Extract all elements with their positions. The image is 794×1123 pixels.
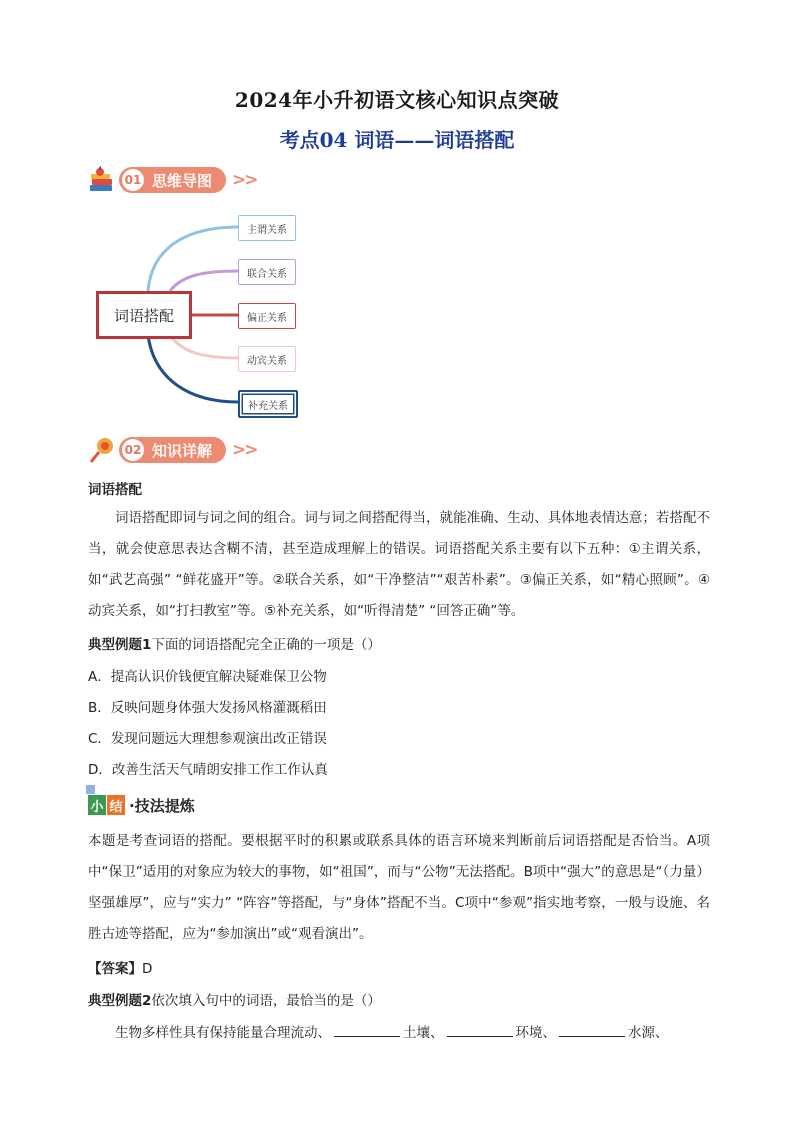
example-1-option-a: A．提高认识价钱便宜解决疑难保卫公物 (88, 669, 327, 685)
example-1-text: 下面的词语搭配完全正确的一项是（） (151, 637, 381, 653)
mind-map-leaf-complement: 补充关系 (238, 390, 298, 418)
double-chevron-icon: >> (232, 440, 257, 460)
fill-blank-3[interactable] (559, 1020, 625, 1037)
summary-box-1: 小 (88, 795, 106, 815)
example-2-sentence (115, 1020, 669, 1041)
example-2-label: 典型例题2 (88, 993, 152, 1009)
document-title: 2024年小升初语文核心知识点突破 (234, 88, 560, 112)
sentence-part-2: 土壤、 (403, 1025, 444, 1041)
section-label: 知识详解 (152, 441, 213, 460)
section-number: 01 (122, 169, 144, 191)
summary-box-2: 结 (107, 795, 125, 815)
double-chevron-icon: >> (232, 170, 257, 190)
mind-map-leaf-subject-predicate: 主谓关系 (238, 215, 296, 241)
section-pill (119, 437, 226, 463)
summary-text: 本题是考查词语的搭配。要根据平时的积累或联系具体的语言环境来判断前后词语搭配是否恰当。A项中“保卫”适用的对象应为较大的事物，如“祖国”，而与“公物”无法搭配。B项中“强大”的意思是“（力量）坚强雄厚”，应与“实力” “阵容”等搭配，与“身体”搭配不当。C项中“参观”指实地考察，一般与设施、名胜古迹等搭配，应为“参加演出”或“观看演出”。 (88, 833, 710, 942)
mind-map-root: 词语搭配 (96, 291, 192, 339)
mind-map-leaf-verb-object: 动宾关系 (238, 346, 296, 372)
answer-label: 【答案】 (88, 961, 142, 977)
section-number: 02 (122, 439, 144, 461)
section-banner-mindmap (88, 163, 257, 197)
fill-blank-1[interactable] (334, 1020, 400, 1037)
example-1-option-b: B．反映问题身体强大发扬风格灌溉稻田 (88, 700, 327, 716)
sentence-part-1: 生物多样性具有保持能量合理流动、 (115, 1025, 331, 1041)
mind-map-leaf-coordinate: 联合关系 (238, 259, 296, 285)
mind-map (90, 205, 320, 420)
knowledge-text: 词语搭配即词与词之间的组合。词与词之间搭配得当，就能准确、生动、具体地表情达意；若搭配不当，就会使意思表达含糊不清，甚至造成理解上的错误。词语搭配关系主要有以下五种：①主谓关系，如“武艺高强” “鲜花盛开”等。②联合关系，如“干净整洁”“艰苦朴素”。③偏正关系，如“精心照顾”。④动宾关系，如“打扫教室”等。⑤补充关系，如“听得清楚” “回答正确”等。 (88, 510, 710, 619)
section-label: 思维导图 (152, 171, 213, 190)
mind-map-leaf-modifier: 偏正关系 (238, 303, 296, 329)
answer-value: D (142, 961, 153, 977)
example-1-option-d: D．改善生活天气晴朗安排工作工作认真 (88, 762, 328, 778)
lollipop-icon (88, 436, 116, 464)
example-2-text: 依次填入句中的词语，最恰当的是（） (151, 993, 381, 1009)
example-2-question (88, 989, 381, 1009)
summary-accent-square (86, 785, 95, 794)
section-pill (119, 167, 226, 193)
knowledge-paragraph (88, 503, 710, 627)
summary-label: ·技法提炼 (129, 796, 195, 815)
document-subtitle: 考点04 词语——词语搭配 (279, 128, 515, 152)
example-1-question (88, 633, 381, 653)
books-icon (88, 166, 116, 194)
summary-banner (88, 791, 195, 819)
summary-paragraph (88, 826, 710, 950)
example-1-label: 典型例题1 (88, 637, 152, 653)
knowledge-heading: 词语搭配 (88, 482, 142, 498)
example-1-option-c: C．发现问题远大理想参观演出改正错误 (88, 731, 327, 747)
fill-blank-2[interactable] (447, 1020, 513, 1037)
sentence-part-4: 水源、 (628, 1025, 669, 1041)
answer-line (88, 957, 152, 977)
section-banner-details (88, 433, 257, 467)
sentence-part-3: 环境、 (515, 1025, 556, 1041)
